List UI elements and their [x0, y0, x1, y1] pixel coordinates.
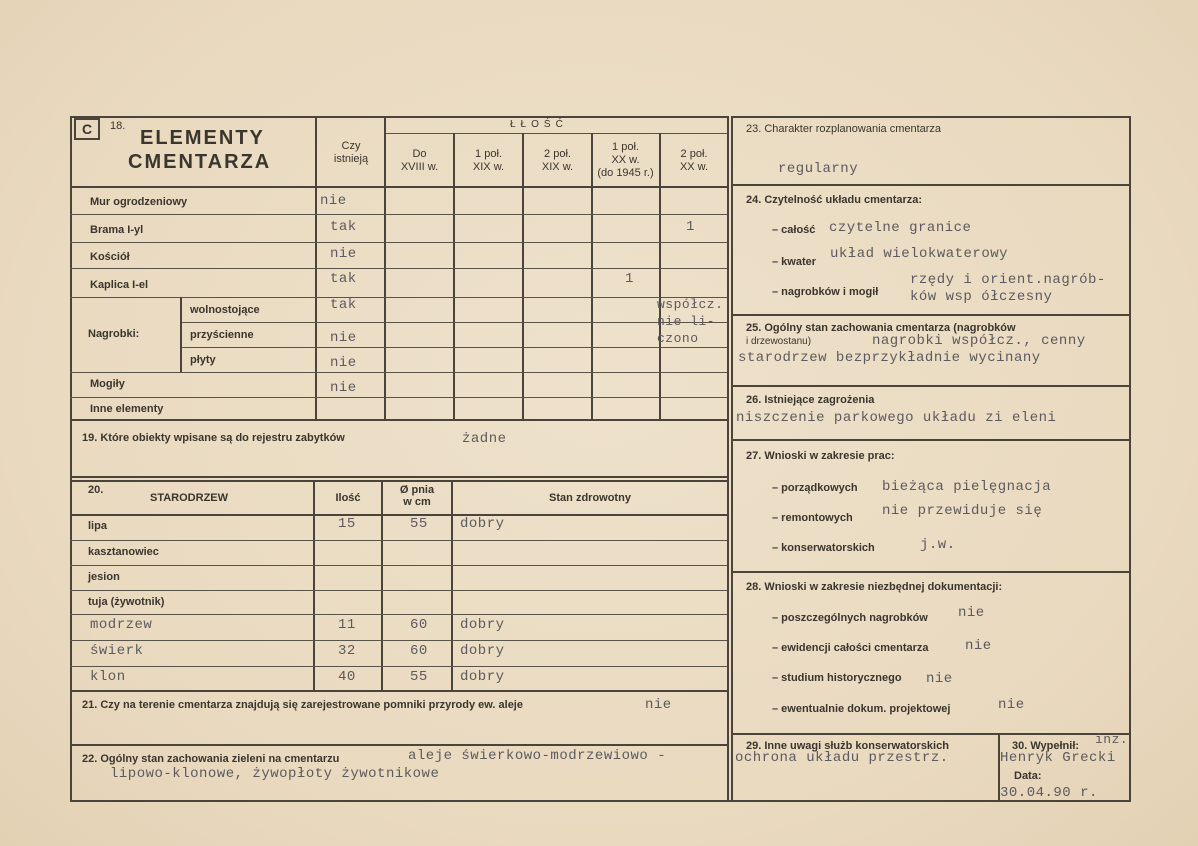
section20-number: 20. — [88, 484, 104, 496]
state-lipa: dobry — [460, 516, 505, 532]
diameter-col-header: Ø pnia w cm — [399, 484, 435, 508]
tree-name-swierk: świerk — [90, 643, 144, 659]
section19-label: 19. Które obiekty wpisane są do rejestru zabytków — [82, 432, 345, 444]
nagrobki-note-3: czono — [657, 331, 699, 346]
section-box-letter: C — [74, 118, 100, 140]
state-klon: dobry — [460, 669, 505, 685]
row-label-mogily: Mogiły — [90, 378, 125, 390]
tree-name-tuja: tuja (żywotnik) — [88, 596, 165, 608]
section18-title-line1: ELEMENTY — [140, 127, 265, 149]
col-exists-header: Czy istnieją — [333, 140, 369, 165]
remontowych-label: – remontowych — [772, 512, 853, 524]
section18-title-line2: CMENTARZA — [128, 151, 272, 173]
date-value: 30.04.90 r. — [1000, 785, 1098, 801]
porzadkowych-label: – porządkowych — [772, 482, 858, 494]
calosc-value: czytelne granice — [829, 220, 972, 236]
row-label-brama: Brama I-yl — [90, 224, 144, 236]
section26-label: 26. Istniejące zagrożenia — [746, 394, 875, 406]
section25-label-2: i drzewostanu) — [746, 336, 812, 347]
col-header-1-xx: 1 poł. XX w. (do 1945 r.) — [597, 141, 654, 179]
tree-name-jesion: jesion — [88, 571, 120, 583]
konserwatorskich-label: – konserwatorskich — [772, 542, 875, 554]
section27-label: 27. Wnioski w zakresie prac: — [746, 450, 895, 462]
section21-value: nie — [645, 697, 672, 713]
doc-item-2-value: nie — [965, 638, 992, 654]
qty-klon: 40 — [338, 669, 356, 685]
doc-item-4-value: nie — [998, 697, 1025, 713]
qty-modrzew: 11 — [338, 617, 356, 633]
doc-item-4-label: – ewentualnie dokum. projektowej — [772, 703, 951, 715]
section25-label-1: 25. Ogólny stan zachowania cmentarza (nagrobków — [746, 322, 1016, 334]
date-label: Data: — [1014, 770, 1042, 782]
nagrobkow-label: – nagrobków i mogił — [772, 286, 879, 298]
section28-label: 28. Wnioski w zakresie niezbędnej dokumentacji: — [746, 581, 1003, 593]
nagrobki-note-2: nie li- — [657, 314, 716, 329]
section24-label: 24. Czytelność układu cmentarza: — [746, 194, 923, 206]
exists-brama: tak — [330, 219, 357, 235]
col-header-2-xx: 2 poł. XX w. — [679, 148, 709, 173]
calosc-label: – całość — [772, 224, 816, 236]
tree-name-lipa: lipa — [88, 520, 107, 532]
nagrobki-note-1: współcz. — [657, 297, 724, 312]
row-label-inne: Inne elementy — [90, 403, 164, 415]
exists-mogily: nie — [330, 380, 357, 396]
row-label-wolnostojace: wolnostojące — [190, 304, 260, 316]
brama-2-xx-value: 1 — [686, 219, 695, 235]
ilosc-col-header: Ilość — [335, 492, 361, 504]
section29-label: 29. Inne uwagi służb konserwatorskich — [746, 740, 949, 752]
doc-item-3-value: nie — [926, 671, 953, 687]
section23-label: 23. Charakter rozplanowania cmentarza — [746, 123, 942, 135]
diam-lipa: 55 — [410, 516, 428, 532]
section21-label: 21. Czy na terenie cmentarza znajdują się zarejestrowane pomniki przyrody ew. aleje — [82, 699, 523, 711]
state-swierk: dobry — [460, 643, 505, 659]
tree-name-klon: klon — [90, 669, 126, 685]
exists-plyty: nie — [330, 355, 357, 371]
doc-item-1-value: nie — [958, 605, 985, 621]
filled-by-title: inż. — [1095, 732, 1129, 747]
remontowych-value: nie przewiduje się — [882, 503, 1043, 519]
section22-label: 22. Ogólny stan zachowania zieleni na cmentarzu — [82, 753, 340, 765]
exists-przyscienne: nie — [330, 330, 357, 346]
section25-value-2: starodrzew bezprzykładnie wycinany — [738, 350, 1041, 366]
section23-value: regularny — [778, 161, 859, 177]
doc-item-2-label: – ewidencji całości cmentarza — [772, 642, 929, 654]
row-label-kaplica: Kaplica I-el — [90, 279, 149, 291]
diam-klon: 55 — [410, 669, 428, 685]
konserwatorskich-value: j.w. — [920, 537, 956, 553]
exists-mur: nie — [320, 193, 347, 209]
doc-item-3-label: – studium historycznego — [772, 672, 902, 684]
stan-col-header: Stan zdrowotny — [549, 492, 631, 504]
exists-kaplica: tak — [330, 271, 357, 287]
filled-by-name: Henryk Grecki — [1000, 750, 1116, 766]
row-label-mur: Mur ogrodzeniowy — [90, 196, 188, 208]
section26-value: niszczenie parkowego układu zi eleni — [736, 410, 1057, 426]
section30-label: 30. Wypełnił: — [1012, 740, 1080, 752]
porzadkowych-value: bieżąca pielęgnacja — [882, 479, 1052, 495]
qty-swierk: 32 — [338, 643, 356, 659]
tree-name-kasztanowiec: kasztanowiec — [88, 546, 159, 558]
ilosc-header: ŁŁOŚĆ — [510, 119, 568, 130]
section29-value: ochrona układu przestrz. — [735, 750, 949, 766]
tree-name-modrzew: modrzew — [90, 617, 153, 633]
section22-value-line1: aleje świerkowo-modrzewiowo - — [408, 748, 667, 764]
kaplica-1-xx-value: 1 — [625, 271, 634, 287]
state-modrzew: dobry — [460, 617, 505, 633]
row-label-przyscienne: przyścienne — [190, 329, 254, 341]
section25-value-1: nagrobki współcz., cenny — [872, 333, 1086, 349]
kwater-value: układ wielokwaterowy — [830, 246, 1009, 262]
row-label-kosciol: Kościół — [90, 251, 130, 263]
qty-lipa: 15 — [338, 516, 356, 532]
exists-kosciol: nie — [330, 246, 357, 262]
kwater-label: – kwater — [772, 256, 817, 268]
col-header-xviii: Do XVIII w. — [400, 148, 439, 173]
nagrobkow-value-1: rzędy i orient.nagrób- — [910, 272, 1106, 288]
section18-number: 18. — [110, 120, 126, 132]
doc-item-1-label: – poszczególnych nagrobków — [772, 612, 928, 624]
nagrobkow-value-2: ków wsp ółczesny — [910, 289, 1053, 305]
starodrzew-header: STARODRZEW — [150, 492, 229, 504]
diam-swierk: 60 — [410, 643, 428, 659]
exists-wolnostojace: tak — [330, 297, 357, 313]
section19-value: żadne — [462, 431, 507, 447]
diam-modrzew: 60 — [410, 617, 428, 633]
col-header-1-xix: 1 poł. XIX w. — [472, 148, 505, 173]
row-label-nagrobki: Nagrobki: — [88, 328, 140, 340]
col-header-2-xix: 2 poł. XIX w. — [541, 148, 574, 173]
section22-value-line2: lipowo-klonowe, żywopłoty żywotnikowe — [110, 766, 440, 782]
row-label-plyty: płyty — [190, 354, 216, 366]
